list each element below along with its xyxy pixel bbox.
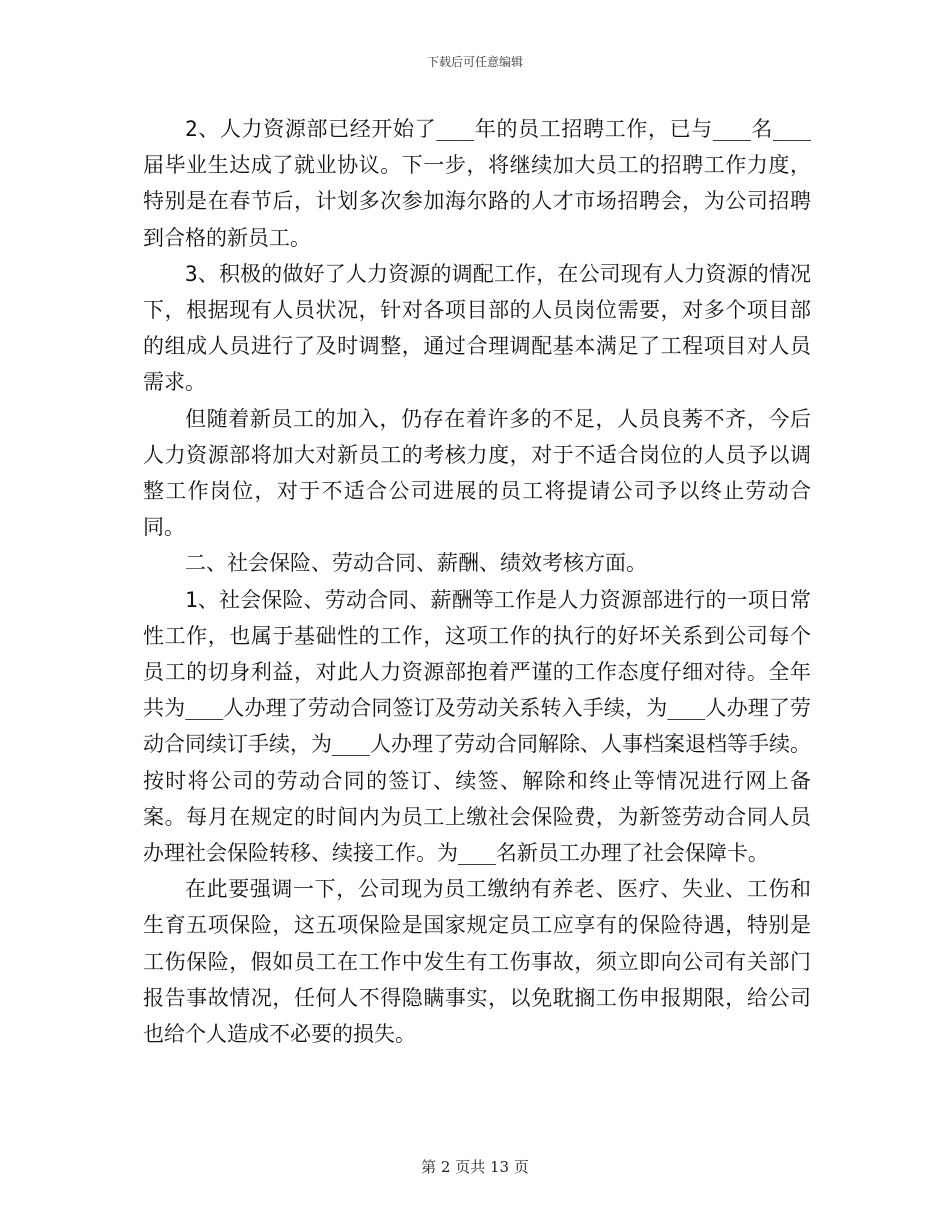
paragraph: 1、社会保险、劳动合同、薪酬等工作是人力资源部进行的一项日常性工作，也属于基础性的工作，这项工作的执行的好坏关系到公司每个员工的切身利益，对此人力资源部抱着严谨的工作态度仔细对待。全年共为___人办理了劳动合同签订及劳动关系转入手续，为___人办理了劳动合同续订手续，为___人办理了劳动合同解除、人事档案退档等手续。按时将公司的劳动合同的签订、续签、解除和终止等情况进行网上备案。每月在规定的时间内为员工上缴社会保险费，为新签劳动合同人员办理社会保险转移、续接工作。为___名新员工办理了社会保障卡。 — [143, 587, 811, 866]
paragraph: 在此要强调一下，公司现为员工缴纳有养老、医疗、失业、工伤和生育五项保险，这五项保险是国家规定员工应享有的保险待遇，特别是工伤保险，假如员工在工作中发生有工伤事故，须立即向公司有关部门报告事故情况，任何人不得隐瞒事实，以免耽搁工伤申报期限，给公司也给个人造成不必要的损失。 — [143, 877, 811, 1047]
paragraph: 但随着新员工的加入，仍存在着许多的不足，人员良莠不齐，今后人力资源部将加大对新员工的考核力度，对于不适合岗位的人员予以调整工作岗位，对于不适合公司进展的员工将提请公司予以终止劳动合同。 — [143, 406, 811, 540]
document-body — [143, 111, 811, 1052]
page-header: 下载后可任意编辑 — [426, 55, 523, 69]
section-heading: 二、社会保险、劳动合同、薪酬、绩效考核方面。 — [185, 551, 647, 576]
paragraph: 3、积极的做好了人力资源的调配工作，在公司现有人力资源的情况下，根据现有人员状况，针对各项目部的人员岗位需要，对多个项目部的组成人员进行了及时调整，通过合理调配基本满足了工程项目对人员需求。 — [143, 261, 811, 395]
page-footer: 第 2 页共 13 页 — [421, 1158, 529, 1176]
paragraph: 2、人力资源部已经开始了___年的员工招聘工作，已与___名___届毕业生达成了就业协议。下一步，将继续加大员工的招聘工作力度，特别是在春节后，计划多次参加海尔路的人才市场招聘会，为公司招聘到合格的新员工。 — [143, 117, 811, 250]
